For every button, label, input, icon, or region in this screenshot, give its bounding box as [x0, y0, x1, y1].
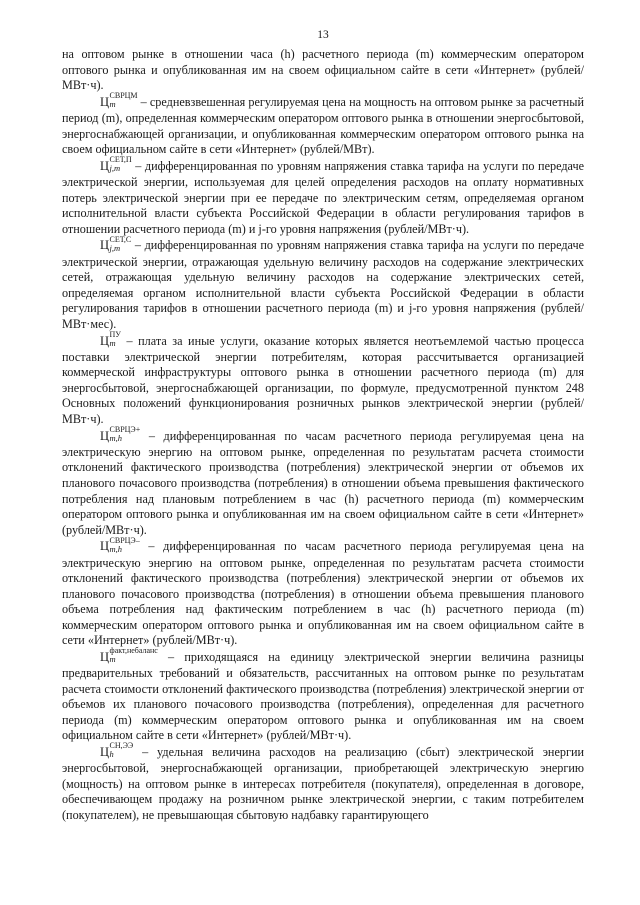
definition-item: [62, 424, 584, 538]
page-number: 13: [317, 29, 329, 41]
continuation-paragraph: на оптовом рынке в отношении часа (h) расчетного периода (m) коммерческим оператором оптового рынка и опубликованная им на своем официальном сайте в сети «Интернет» (рублей/МВт·ч).: [62, 47, 584, 93]
definition-text: – дифференцированная по часам расчетного периода регулируемая цена на электрическую энергию на оптовом рынке, определенная по результатам расчета стоимости отклонений фактического производства (потребления) электрической энергии от объемов их планового почасового производства (потребления) в отношении объема превышения планового объема потребления над фактическим потреблением в час (h) расчетного периода (m) коммерческим оператором оптового рынка и опубликованная им на своем официальном сайте в сети «Интернет» (рублей/МВт·ч).: [62, 539, 584, 648]
definition-item: [62, 535, 584, 648]
formula-symbol: Ц СН,ЭЭ h: [100, 741, 134, 760]
definition-text: – плата за иные услуги, оказание которых является неотъемлемой частью процесса поставки электрической энергии потребителям, которая рассчитывается организацией коммерческой инфраструктуры оптового рынка в отношении расчетного периода (m) для энергосбытовой, энергоснабжающей организации, по формуле, предусмотренной пунктом 248 Основных положений функционирования розничных рынков электрической энергии (рублей/МВт·ч).: [62, 333, 584, 426]
formula-symbol: Ц ПУ m: [100, 329, 121, 348]
formula-symbol: Ц факт,небаланс m: [100, 646, 158, 665]
definition-text: – удельная величина расходов на реализацию (сбыт) электрической энергии энергосбытовой, энергоснабжающей организации, приобретающей электрическую энергию (мощность) на оптовом рынке в интересах потребителя (покупателя), определенная в договоре, обеспечивающем продажу на розничном рынке электрической энергии, с таким потребителем (покупателем), не превышающая сбытовую надбавку гарантирующего: [62, 745, 584, 822]
definition-item: [62, 155, 584, 237]
definition-item: [62, 234, 584, 332]
definitions-list: [62, 91, 584, 824]
definition-text: – приходящаяся на единицу электрической энергии величина разницы предварительных требований и обязательств, рассчитанных на оптовом рынке по результатам расчета стоимости отклонений фактического производства (потребления) электрической энергии от объемов их планового почасового производства (потребления), определенная для расчетного периода (m) коммерческим оператором оптового рынка и опубликованная им на своем официальном сайте в сети «Интернет» (рублей/МВт·ч).: [62, 650, 584, 743]
definition-text: – дифференцированная по уровням напряжения ставка тарифа на услуги по передаче электрической энергии, отражающая удельную величину расходов на содержание электрических сетей, отражающая удельную величину расходов на содержание электрических сетей, определяемая органом исполнительной власти субъекта Российской Федерации в области регулирования тарифов в отношении расчетного периода (m) и j-го уровня напряжения (рублей/МВт·мес).: [62, 238, 584, 331]
definition-item: [62, 741, 584, 823]
formula-symbol: Ц СЕТ,П j,m: [100, 155, 132, 174]
definition-text: – средневзвешенная регулируемая цена на мощность на оптовом рынке за расчетный период (m), определенная коммерческим оператором оптового рынка в отношении энергосбытовой, энергоснабжающей организации, и опубликованная коммерческим оператором оптового рынка на своем официальном сайте в сети «Интернет» (рублей/МВт).: [62, 94, 584, 157]
formula-symbol: Ц СЕТ,С j,m: [100, 234, 132, 253]
definition-text: – дифференцированная по уровням напряжения ставка тарифа на услуги по передаче электрической энергии, используемая для целей определения расходов на оплату нормативных потерь электрической энергии при ее передаче по электрическим сетям, определяемая органом исполнительной власти субъекта Российской Федерации в области регулирования тарифов в отношении расчетного периода (m) и j-го уровня напряжения (рублей/МВт·ч).: [62, 158, 584, 236]
formula-symbol: Ц СВРЦМ m: [100, 91, 138, 110]
definition-text: – дифференцированная по часам расчетного периода регулируемая цена на электрическую энергию на оптовом рынке, определенная по результатам расчета стоимости отклонений фактического производства (потребления) электрической энергии от объемов их планового почасового производства (потребления) в отношении объема превышения фактического потребления над плановым потреблением в час (h) расчетного периода (m) коммерческим оператором оптового рынка и опубликованная им на своем официальном сайте в сети «Интернет» (рублей/МВт·ч).: [62, 428, 584, 537]
definition-item: [62, 329, 584, 428]
formula-symbol: Ц СВРЦЭ+ m,h: [100, 424, 141, 443]
formula-symbol: Ц СВРЦЭ– m,h: [100, 535, 140, 554]
definition-item: [62, 91, 584, 158]
definition-item: [62, 646, 584, 744]
document-page: [62, 28, 584, 825]
